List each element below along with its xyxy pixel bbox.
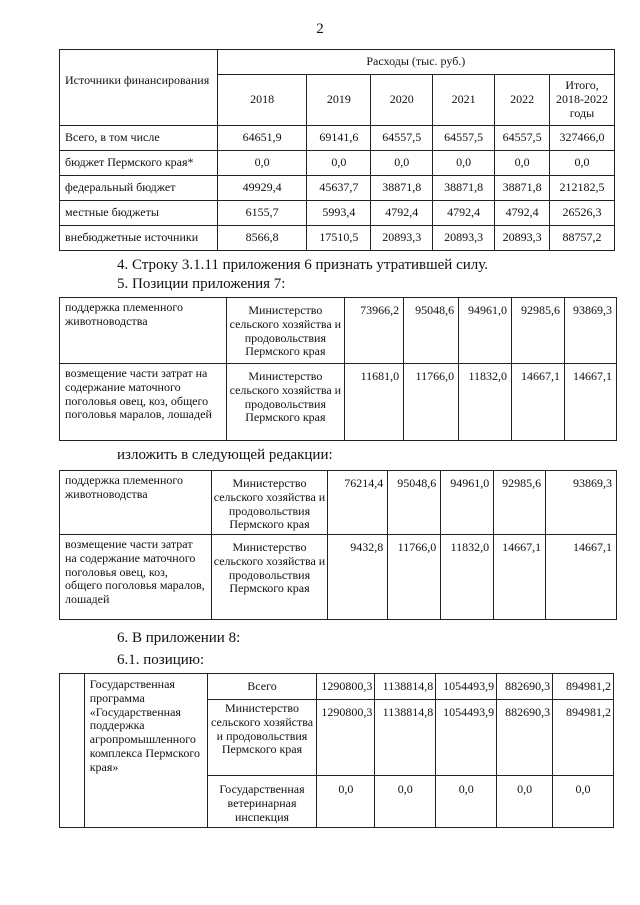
cell: 49929,4 [217, 176, 307, 201]
paragraph-6: 6. В приложении 8: [117, 630, 241, 646]
cell: 9432,8 [328, 535, 388, 620]
cell: 1138814,8 [375, 700, 436, 776]
cell: 69141,6 [307, 126, 371, 151]
ministry-cell: Государственная ветеринарная инспекция [207, 776, 317, 828]
cell: 894981,2 [553, 700, 614, 776]
cell: 1054493,9 [436, 674, 497, 700]
program-table [59, 673, 614, 828]
cell: 64557,5 [495, 126, 550, 151]
table-row [60, 535, 617, 620]
cell: 882690,3 [497, 674, 553, 700]
cell: 17510,5 [307, 226, 371, 251]
cell: 64557,5 [433, 126, 495, 151]
table-row [60, 176, 615, 201]
year-header: 2022 [495, 75, 550, 126]
cell: 88757,2 [550, 226, 615, 251]
cell: 45637,7 [307, 176, 371, 201]
ministry-cell: Министерство сельского хозяйства и продовольствия Пермского края [211, 535, 328, 620]
table-row [60, 226, 615, 251]
ministry-cell: Министерство сельского хозяйства и продовольствия Пермского края [226, 364, 345, 441]
ministry-cell: Министерство сельского хозяйства и продовольствия Пермского края [211, 471, 328, 535]
cell: 64651,9 [217, 126, 307, 151]
cell: 11681,0 [345, 364, 404, 441]
cell: 14667,1 [512, 364, 565, 441]
cell: 0,0 [495, 151, 550, 176]
cell: 8566,8 [217, 226, 307, 251]
cell: 64557,5 [371, 126, 433, 151]
cell: 0,0 [436, 776, 497, 828]
cell: 327466,0 [550, 126, 615, 151]
cell: 14667,1 [546, 535, 617, 620]
page-number: 2 [316, 21, 324, 37]
row-label: местные бюджеты [60, 201, 218, 226]
ministry-cell: Министерство сельского хозяйства и продовольствия Пермского края [207, 700, 317, 776]
cell: 0,0 [497, 776, 553, 828]
program-name: Государственная программа «Государственная поддержка агропромышленного комплекса Пермского края» [84, 674, 207, 828]
cell: 894981,2 [553, 674, 614, 700]
cell: 94961,0 [459, 298, 512, 364]
cell: 11766,0 [388, 535, 441, 620]
cell: 4792,4 [371, 201, 433, 226]
cell: 4792,4 [433, 201, 495, 226]
table-row [60, 201, 615, 226]
table-row [60, 298, 617, 364]
row-label: Всего [207, 674, 317, 700]
cell: 5993,4 [307, 201, 371, 226]
cell: 26526,3 [550, 201, 615, 226]
cell: 93869,3 [565, 298, 617, 364]
cell: 6155,7 [217, 201, 307, 226]
cell: 0,0 [375, 776, 436, 828]
cell: 0,0 [433, 151, 495, 176]
row-description: поддержка племенного животноводства [60, 471, 212, 535]
cell: 882690,3 [497, 700, 553, 776]
cell: 92985,6 [512, 298, 565, 364]
cell: 38871,8 [433, 176, 495, 201]
row-description: поддержка племенного животноводства [60, 298, 227, 364]
paragraph-new-edition: изложить в следующей редакции: [117, 447, 333, 463]
positions-old-table [59, 297, 617, 441]
year-header: 2018 [217, 75, 307, 126]
cell: 20893,3 [371, 226, 433, 251]
table-row [60, 151, 615, 176]
cell: 93869,3 [546, 471, 617, 535]
cell: 20893,3 [495, 226, 550, 251]
paragraph-6-1: 6.1. позицию: [117, 652, 205, 668]
cell: 1138814,8 [375, 674, 436, 700]
year-header: 2021 [433, 75, 495, 126]
table-row [60, 126, 615, 151]
cell: 95048,6 [388, 471, 441, 535]
cell: 0,0 [553, 776, 614, 828]
header-source: Источники финансирования [60, 50, 218, 126]
row-description: возмещение части затрат на содержание маточного поголовья овец, коз, общего поголовья маралов, лошадей [60, 535, 212, 620]
cell: 4792,4 [495, 201, 550, 226]
cell: 11832,0 [459, 364, 512, 441]
cell: 0,0 [371, 151, 433, 176]
row-label: бюджет Пермского края* [60, 151, 218, 176]
table-row [60, 471, 617, 535]
cell: 73966,2 [345, 298, 404, 364]
table-row [60, 674, 614, 700]
paragraph-5: 5. Позиции приложения 7: [117, 276, 286, 292]
cell: 38871,8 [371, 176, 433, 201]
cell: 1054493,9 [436, 700, 497, 776]
cell: 11832,0 [441, 535, 494, 620]
ministry-cell: Министерство сельского хозяйства и продовольствия Пермского края [226, 298, 345, 364]
cell: 11766,0 [404, 364, 459, 441]
cell: 0,0 [317, 776, 375, 828]
row-label: федеральный бюджет [60, 176, 218, 201]
header-expenses: Расходы (тыс. руб.) [217, 50, 614, 75]
cell: 76214,4 [328, 471, 388, 535]
cell: 1290800,3 [317, 674, 375, 700]
cell: 14667,1 [494, 535, 546, 620]
table-row [60, 364, 617, 441]
blank-cell [60, 674, 85, 828]
total-header: Итого, 2018-2022 годы [550, 75, 615, 126]
cell: 20893,3 [433, 226, 495, 251]
year-header: 2020 [371, 75, 433, 126]
row-description: возмещение части затрат на содержание маточного поголовья овец, коз, общего поголовья маралов, лошадей [60, 364, 227, 441]
row-label: внебюджетные источники [60, 226, 218, 251]
cell: 14667,1 [565, 364, 617, 441]
funding-table [59, 49, 615, 251]
cell: 1290800,3 [317, 700, 375, 776]
cell: 0,0 [550, 151, 615, 176]
positions-new-table [59, 470, 617, 620]
row-label: Всего, в том числе [60, 126, 218, 151]
cell: 38871,8 [495, 176, 550, 201]
cell: 94961,0 [441, 471, 494, 535]
year-header: 2019 [307, 75, 371, 126]
cell: 0,0 [217, 151, 307, 176]
cell: 212182,5 [550, 176, 615, 201]
paragraph-4: 4. Строку 3.1.11 приложения 6 признать утратившей силу. [117, 257, 489, 273]
cell: 95048,6 [404, 298, 459, 364]
cell: 0,0 [307, 151, 371, 176]
cell: 92985,6 [494, 471, 546, 535]
